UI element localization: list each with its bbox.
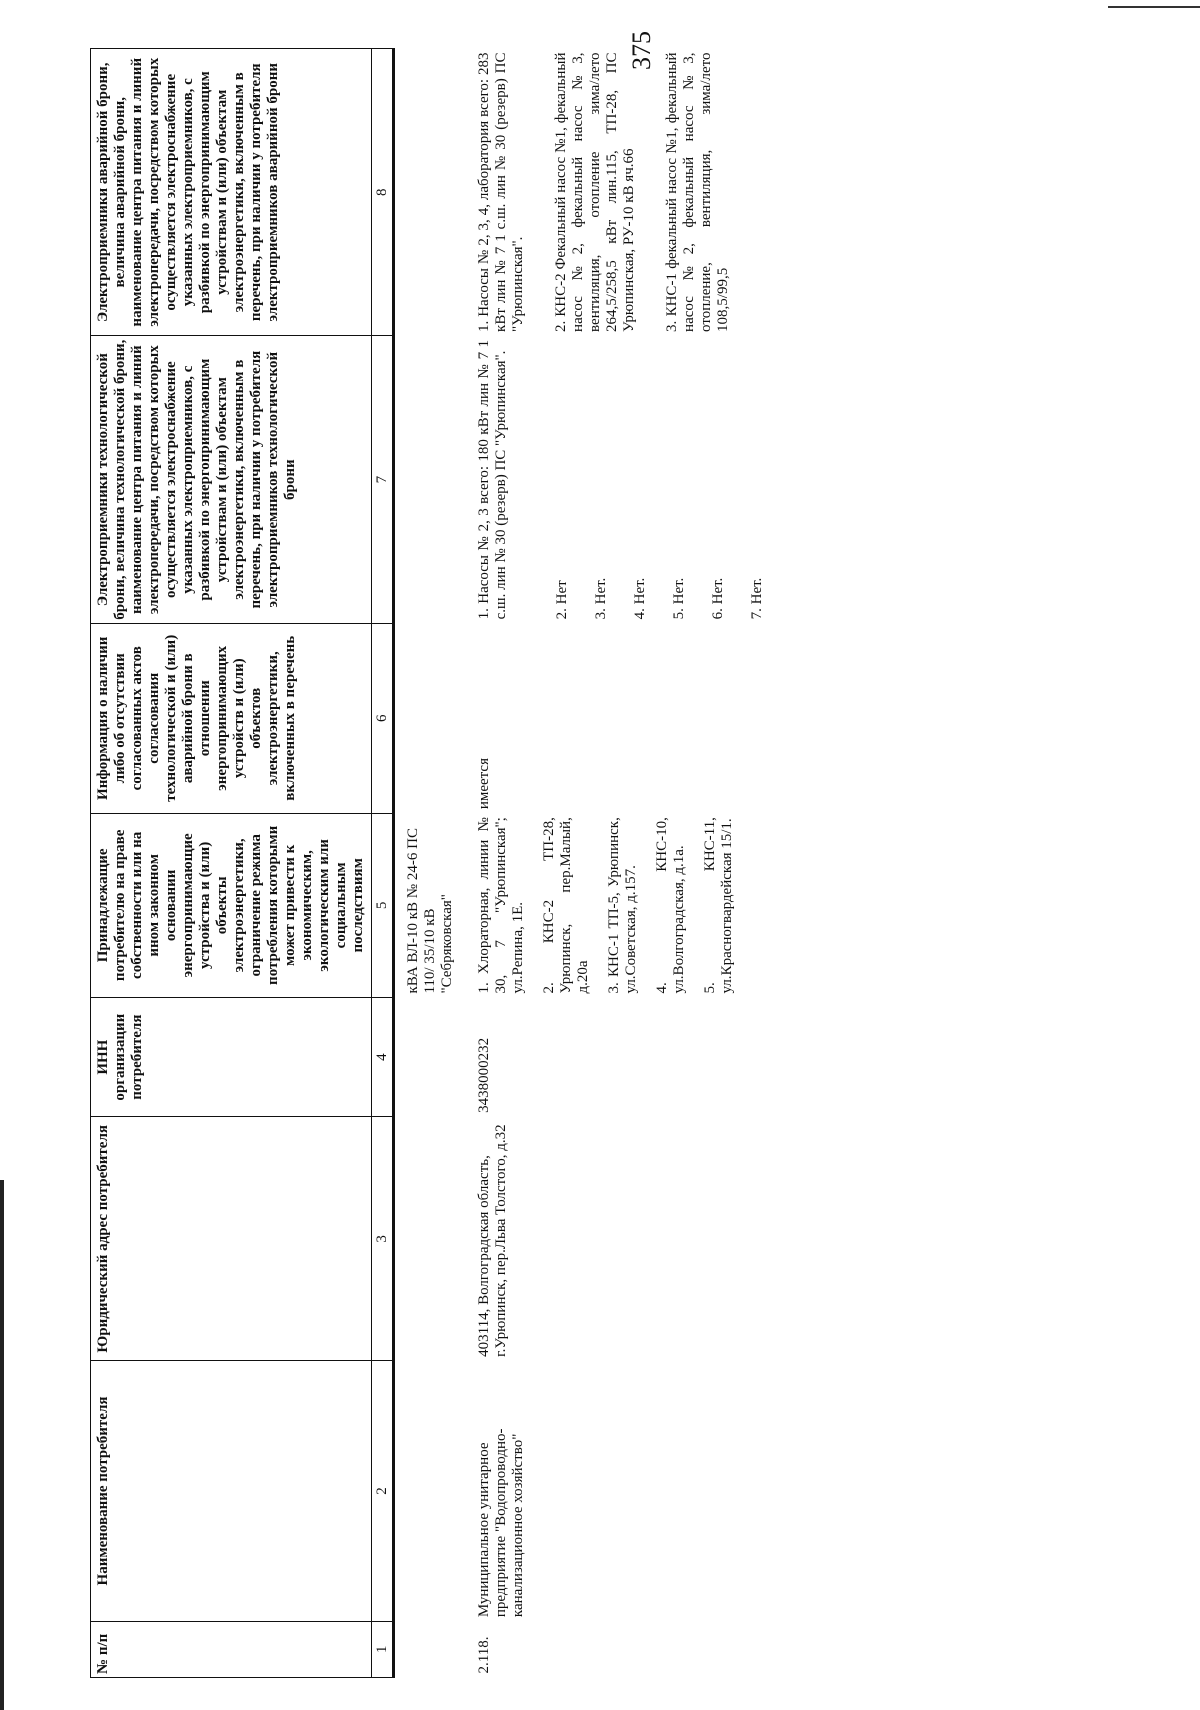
column-number: 1 <box>372 1621 394 1677</box>
header-row <box>91 49 372 1678</box>
tech-reserve-item: 2. Нет <box>554 580 570 620</box>
consumer-address: 403114, Волгоградская область, г.Урюпинск, пер.Льва Толстого, д.32 <box>476 1124 509 1357</box>
column-number: 5 <box>372 813 394 997</box>
header-inn: ИНН организации потребителя <box>91 998 372 1117</box>
tech-reserve-item: 7. Нет. <box>749 577 765 620</box>
column-number: 4 <box>372 998 394 1117</box>
object-item: 2. КНС-2 ТП-28, Урюпинск, пер.Малый, д.20а <box>541 817 591 994</box>
column-number: 8 <box>372 49 394 336</box>
emergency-reserve-item: 1. Насосы № 2, 3, 4, лаборатория всего: 283 кВт лин № 7 1 с.ш. лин № 30 (резерв) ПС "Урюпинская". <box>476 52 526 332</box>
scan-edge-top-right <box>1108 6 1200 8</box>
rotated-table-wrapper <box>90 48 1140 1678</box>
emergency-reserve-item: 3. КНС-1 фекальный насос №1, фекальный насос №2, фекальный насос №3, отопление, вентиляция, зима/лето 108,5/99,5 <box>664 52 731 332</box>
header-name: Наименование потребителя <box>91 1361 372 1621</box>
carryover-objects: кВА ВЛ-10 кВ № 24-6 ПС 110/ 35/10 кВ "Себряковская" <box>405 828 455 994</box>
header-emergency-reserve: Электроприемники аварийной брони, величина аварийной брони, наименование центра питания и линий электропередачи, посредством которых осуществляется электроснабжение указанных электроприемников, с разбивкой по энергопринимающим устройствам и (или) объектам электроэнергетики, включенным в перечень, при наличии у потребителя электроприемников аварийной брони <box>91 49 372 336</box>
column-number: 6 <box>372 623 394 813</box>
info-cell: имеется <box>476 758 492 810</box>
tech-reserve-item: 6. Нет. <box>710 577 726 620</box>
table-row <box>470 49 786 1678</box>
tech-reserve-item: 5. Нет. <box>671 577 687 620</box>
header-info: Информация о наличии либо об отсутствии согласованных актов согласования технологической и (или) аварийной брони в отношении энергопринимающих устройств и (или) объектов электроэнергетики, включенных в перечень <box>91 623 372 813</box>
tech-reserve-cell <box>470 336 786 623</box>
tech-reserve-item: 3. Нет. <box>593 577 609 620</box>
column-number: 7 <box>372 336 394 623</box>
column-number: 2 <box>372 1361 394 1621</box>
header-objects: Принадлежащие потребителю на праве собственности или на ином законном основании энергопринимающие устройства и (или) объекты электроэнергетики, ограничение режима потребления которыми может привести к экономическим, экологическим или социальным последствиям <box>91 813 372 997</box>
tech-reserve-item: 1. Насосы № 2, 3 всего: 180 кВт лин № 7 1 с.ш. лин № 30 (резерв) ПС "Урюпинская". <box>476 339 509 620</box>
consumer-name: Муниципальное унитарное предприятие "Водопроводно-канализационное хозяйство" <box>476 1428 526 1618</box>
column-number-row <box>372 49 394 1678</box>
header-address: Юридический адрес потребителя <box>91 1117 372 1361</box>
consumer-inn: 3438000232 <box>476 1037 492 1113</box>
page-number: 375 <box>627 31 656 70</box>
header-tech-reserve: Электроприемники технологической брони, величина технологической брони, наименование центра питания и линий электропередачи, посредством которых осуществляется электроснабжение указанных электроприемников, с разбивкой по энергопринимающим устройствам и (или) объектам электроэнергетики, включенным в перечень, при наличии у потребителя электроприемников технологической брони <box>91 336 372 623</box>
object-item: 1. Хлораторная, линии № 30, 7 "Урюпинская"; ул.Репина, 1Е. <box>476 817 526 994</box>
header-no: № п/п <box>91 1621 372 1677</box>
object-item: 3. КНС-1 ТП-5, Урюпинск, ул.Советская, д.157. <box>606 817 639 994</box>
column-number: 3 <box>372 1117 394 1361</box>
object-item: 4. КНС-10, ул.Волгоградская, д.1а. <box>654 817 687 994</box>
carryover-row <box>394 49 471 1678</box>
objects-cell <box>470 813 786 997</box>
scan-edge-left <box>0 1180 4 1710</box>
emergency-reserve-item: 2. КНС-2 Фекальный насос №1, фекальный насос №2, фекальный насос №3, вентиляция, отопление зима/лето 264,5/258,5 кВт лин.115, ТП-28, ПС Урюпинская, РУ-10 кВ яч.66 <box>553 52 637 332</box>
consumer-table <box>90 48 786 1678</box>
entry-number: 2.118. <box>476 1636 492 1674</box>
object-item: 5. КНС-11, ул.Красногвардейская 15/1. <box>702 817 735 994</box>
tech-reserve-item: 4. Нет. <box>632 577 648 620</box>
emergency-reserve-cell <box>470 49 786 336</box>
